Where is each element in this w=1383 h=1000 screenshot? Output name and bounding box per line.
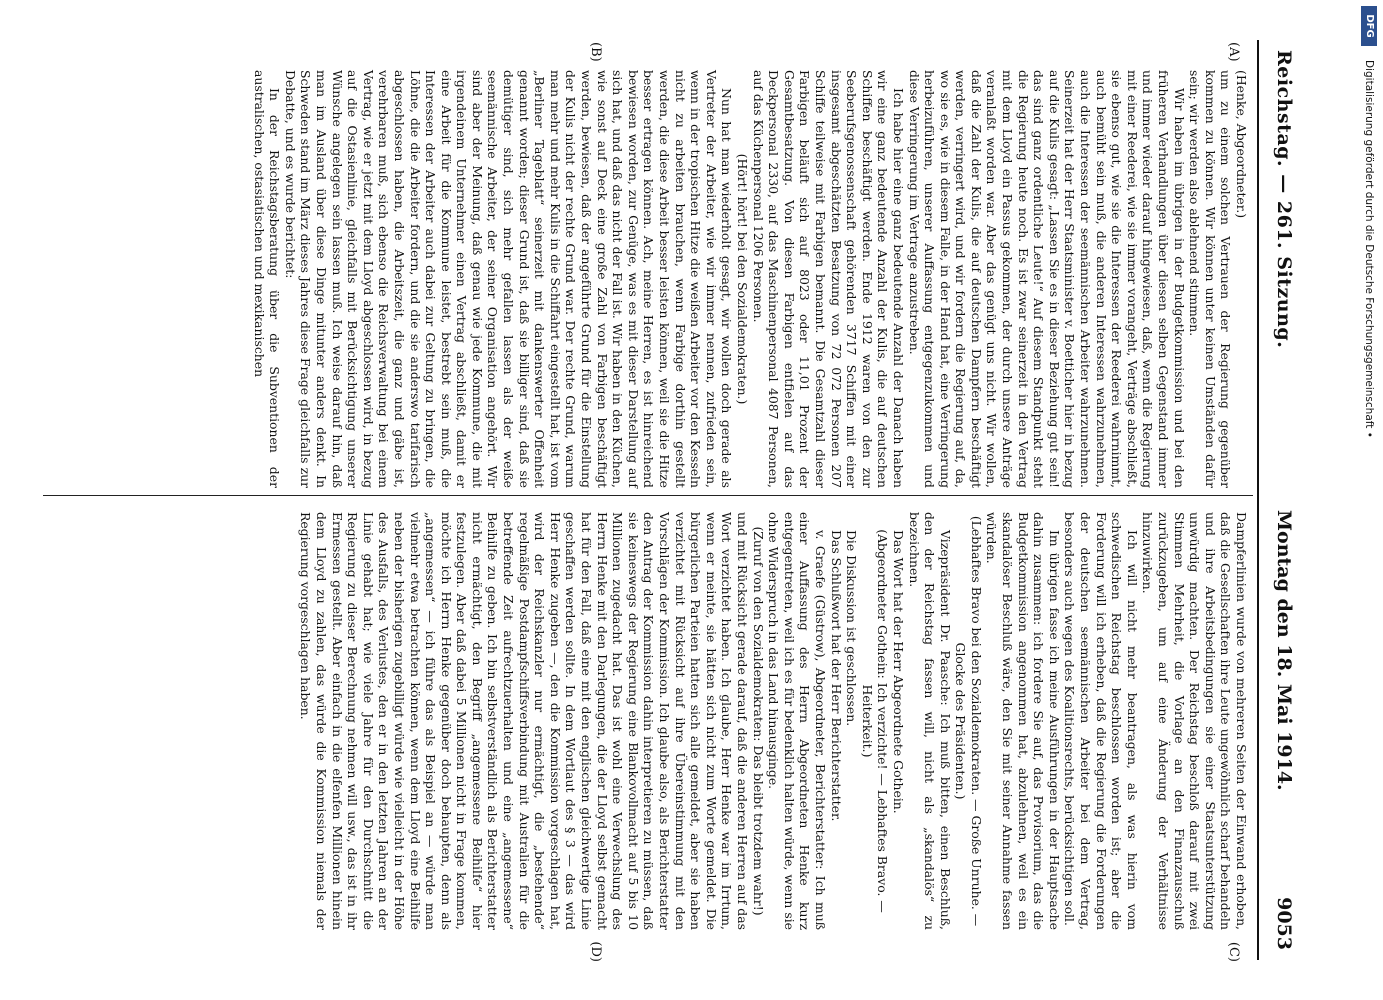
interjection: (Abgeordneter Gothein: Ich verzichte! — Lebhaftes Bravo. — Heiterkeit.) (859, 529, 891, 913)
interjection: (Hört! hört! bei den Sozialdemokraten.) (735, 153, 750, 405)
dfg-logo (1361, 6, 1377, 46)
paragraph: Im übrigen fasse ich meine Ausführungen in der Hauptsache dahin zusammen: ich fordere Sie auf, das Provisorium, das die Budgetkommission angenommen hat, abzulehnen, weil es ein skandalöser Beschluß wäre, den Sie mit seiner Annahme fassen würden. (984, 512, 1062, 930)
page-number: 9053 (1273, 897, 1295, 950)
paragraph: Ich will nicht mehr beantragen, als was hierin vom schwedischen Reichstag beschlossen worden ist; aber die Forderung will ich erheben, daß die Regierung die Forderungen der deutschen seemännischen Arbeiter bei dem Vertrag, besonders auch wegen des Koalitionsrechts, berücksichtigen soll. (1062, 512, 1140, 930)
paragraph: Wir haben im übrigen in der Budgetkommission und bei den früheren Verhandlungen über diesen selben Gegenstand immer und immer wieder darauf hingewiesen, daß, wenn die Regierung mit einer Reederei, wie sie immer vorangeht, Verträge abschließt, sie ebenso gut, wie sie die Interessen der Reederei wahrnimmt, auch bemüht sein muß, die anderen Interessen wahrzunehmen, auch die Interessen der seemännischen Arbeiter wahrzunehmen. Seinerzeit hat der Herr Staatsminister v. Boetticher hier in bezug auf die Kulis gesagt: „Lassen Sie es in dieser Beziehung gut sein! das sind ganz ordentliche Leute!“ Auf diesem Standpunkt steht die Regierung heute noch. Es ist zwar seinerzeit in den Vertrag mit dem Lloyd ein Passus gekommen, der durch unsere Anträge veranlaßt worden war. Aber das genügt uns nicht. Wir wollen, daß die Zahl der Kulis, die auf deutschen Dampfern beschäftigt werden, verringert wird, und wir fordern die Regierung auf, da, wo sie es, wie in diesem Falle, in der Hand hat, eine Verringerung herbeizuführen, unserer Auffassung entgegenzukommen und diese Verringerung im Vertrage anzustreben. (906, 70, 1187, 488)
paragraph: und mit Rücksicht gerade darauf, daß die anderen Herren auf das Wort verzichtet haben. Ich glaube, Herr Henke war im Irrtum, wenn er meinte, sie hätten sich nicht zum Worte gemeldet. Die bürgerlichen Parteien hatten sich alle gemeldet, aber sie haben verzichtet mit Rücksicht auf ihre Übereinstimmung mit den Vorschlägen der Kommission. Ich glaube also, als Berichterstatter den Antrag der Kommission dahin interpretieren zu müssen, daß sie keineswegs der Regierung eine Blankovollmacht auf 5 bis 10 Millionen zugedacht hat. Das ist wohl eine Verwechslung des Herrn Henke mit den Darlegungen, die der Lloyd selbst gemacht hat für den Fall, daß eine mit den englischen gleichwertige Linie geschaffen werden sollte. In dem Wortlaut des § 3 — das wird Herr Henke zugeben —, den die Kommission vorgeschlagen hat, wird der Reichskanzler nur ermächtigt, die „bestehende“ regelmäßige Postdampfschiffsverbindung mit Australien für die betreffende Zeit aufrechtzuerhalten und eine „angemessene“ Beihilfe zu geben. Ich bin selbstverständlich als Berichterstatter nicht ermächtigt, den Begriff „angemessene Beihilfe“ hier festzulegen. Aber daß dabei 5 Millionen nicht in Frage kommen, möchte ich Herrn Henke gegenüber doch behaupten, denn als „angemessen“ — ich führe das als Beispiel an — würde man vielmehr etwa betrachten können, wenn dem Lloyd eine Beihilfe neben der bisherigen zugebilligt würde wie vielleicht in der Höhe des Ausfalls, des Verlustes, den er in den letzten Jahren an der Linie gehabt hat; wie viele Jahre für den Durchschnitt die Regierung zu dieser Berechnung nehmen will usw., das ist in ihr Ermessen gestellt. Aber einfach in die elfenfen Millionen hinein dem Lloyd zu zahlen, das würde die Kommission niemals der Regierung vorgeschlagen haben. (298, 512, 750, 930)
paragraph: Ich habe hier eine ganz bedeutende Anzahl der Danach haben wir eine ganz bedeutende Anzahl der Kulis, die auf deutschen Schiffen beschäftigt werden. Ende 1912 waren von den zur Seeberufsgenossenschaft gehörenden 3717 Schiffen mit einer insgesamt abgeschätzten Besatzung von 72 072 Personen 207 Schiffe teilweise mit Farbigen bemannt. Die Gesamtzahl dieser Farbigen beläuft sich auf 8023 oder 11,01 Prozent der Gesamtbesatzung. Von diesen Farbigen entfielen auf das Deckpersonal 2330, auf das Maschinenpersonal 4087 Personen, auf das Küchenpersonal 1206 Personen. (750, 70, 906, 488)
paragraph: Die Diskussion ist geschlossen. (844, 530, 860, 727)
speaker-tag: (Henke, Abgeordneter.) (1234, 70, 1249, 219)
paragraph: v. Graefe (Güstrow), Abgeordneter, Berichterstatter: Ich muß einer Auffassung des Herrn Abgeordneten Henke kurz entgegentreten, weil ich es für bedenklich halten würde, wenn sie ohne Widerspruch in das Land hinausginge. (766, 512, 828, 930)
header-date: Montag den 18. Mai 1914. (1273, 510, 1295, 791)
margin-marker-b: (B) (588, 42, 603, 62)
right-column (298, 512, 1249, 930)
credit-text: Digitalisierung gefördert durch die Deutsche Forschungsgemeinschaft • (1363, 60, 1375, 438)
paragraph: Vizepräsident Dr. Paasche: Ich muß bitten, einen Beschluß, den der Reichstag fassen will, nicht als „skandalös“ zu bezeichnen. (906, 512, 953, 930)
newspaper-page (38, 40, 1303, 960)
paragraph: Dampferlinien wurde von mehreren Seiten der Einwand erhoben, daß die Gesellschaften ihre Leute ungewöhnlich scharf behandeln und ihre Arbeitsbedingungen sie einer Staatsunterstützung unwürdig machten. Der Reichstag beschloß darauf mit zwei Stimmen Mehrheit, die Vorlage an den Finanzausschuß zurückzugeben, um auf eine Änderung der Verhältnisse hinzuwirken. (1140, 512, 1249, 930)
page-header (1263, 40, 1303, 960)
paragraph: um zu einem solchen Vertrauen der Regierung gegenüber kommen zu können. Wir können unter keinen Umständen dafür sein; wir werden also ablehnend stimmen. (1187, 70, 1234, 488)
dfg-logo-text: DFG (1364, 14, 1375, 38)
paragraph: Nun hat man wiederholt gesagt, wir wollen doch gerade als Vertreter der Arbeiter, wie wir immer nennen, zufrieden sein, wenn in der tropischen Hitze die weißen Arbeiter vor den Kesseln nicht zu arbeiten brauchen, wenn Farbige dorthin gestellt werden, die diese Arbeit besser leisten können, weil sie die Hitze besser ertragen können. Ach, meine Herren, es ist hinreichend bewiesen worden, zur Genüge, was es mit dieser Darstellung auf sich hat, und daß das nicht der Fall ist. Wir haben in den Küchen, wie sonst auf Deck eine große Zahl von Farbigen beschäftigt werden, bewiesen, daß der angeführte Grund für die Einstellung der Kulis nicht der rechte Grund war. Der rechte Grund, warum man mehr und mehr Kulis in die Schiffahrt eingestellt hat, ist vom „Berliner Tageblatt“ seinerzeit mit dankenswerter Offenheit genannt worden; dieser Grund ist, daß sie billiger sind, daß sie demütiger sind, sich mehr gefallen lassen als der weiße seemännische Arbeiter, der seiner Organisation angehört. Wir sind aber der Meinung, daß genau wie jede Kommune, die mit irgendeinem Unternehmer einen Vertrag abschließt, damit er eine Arbeit für die Kommune leistet, bestrebt sein muß, die Interessen der Arbeiter auch dabei zur Geltung zu bringen, die Löhne, die die Arbeiter fordern, und die sie anderswo tarifarisch abgeschlossen haben, die Arbeitszeit, die ganz und gäbe ist, verehrbaren muß, sich ebenso die Reichsverwaltung bei einem Vertrag, wie er jetzt mit dem Lloyd abgeschlossen wird, in bezug auf die Ostasienlinie, gleichfalls mit Berücksichtigung unserer Wünsche angelegen sein lassen muß. Ich weise darauf hin, daß man im Ausland über diese Dinge mitunter anders denkt. In Schweden stand im März dieses Jahres diese Frage gleichfalls zur Debatte, und es wurde berichtet: (282, 70, 735, 488)
margin-marker-d: (D) (588, 941, 603, 962)
interjection: (Zuruf von den Sozialdemokraten: Das bleibt trotzdem wahr!) (750, 526, 766, 916)
paragraph: Das Wort hat der Herr Abgeordnete Gothein. (890, 530, 906, 814)
paragraph: In der Reichstagsberatung über die Subventionen der australischen, ostasiatischen und mexikanischen (251, 70, 283, 488)
left-column (251, 70, 1249, 488)
interjection: (Lebhaftes Bravo bei den Sozialdemokraten. — Große Unruhe. — Glocke des Präsidenten.) (953, 515, 984, 927)
column-divider (43, 495, 1253, 496)
header-title-left: Reichstag. — 261. Sitzung. (1273, 50, 1295, 349)
margin-marker-a: (A) (1226, 42, 1241, 62)
paragraph: Das Schlußwort hat der Herr Berichterstatter. (828, 530, 844, 822)
digitization-credit (1355, 0, 1383, 1000)
margin-marker-c: (C) (1226, 941, 1241, 962)
header-rule (1257, 40, 1259, 960)
